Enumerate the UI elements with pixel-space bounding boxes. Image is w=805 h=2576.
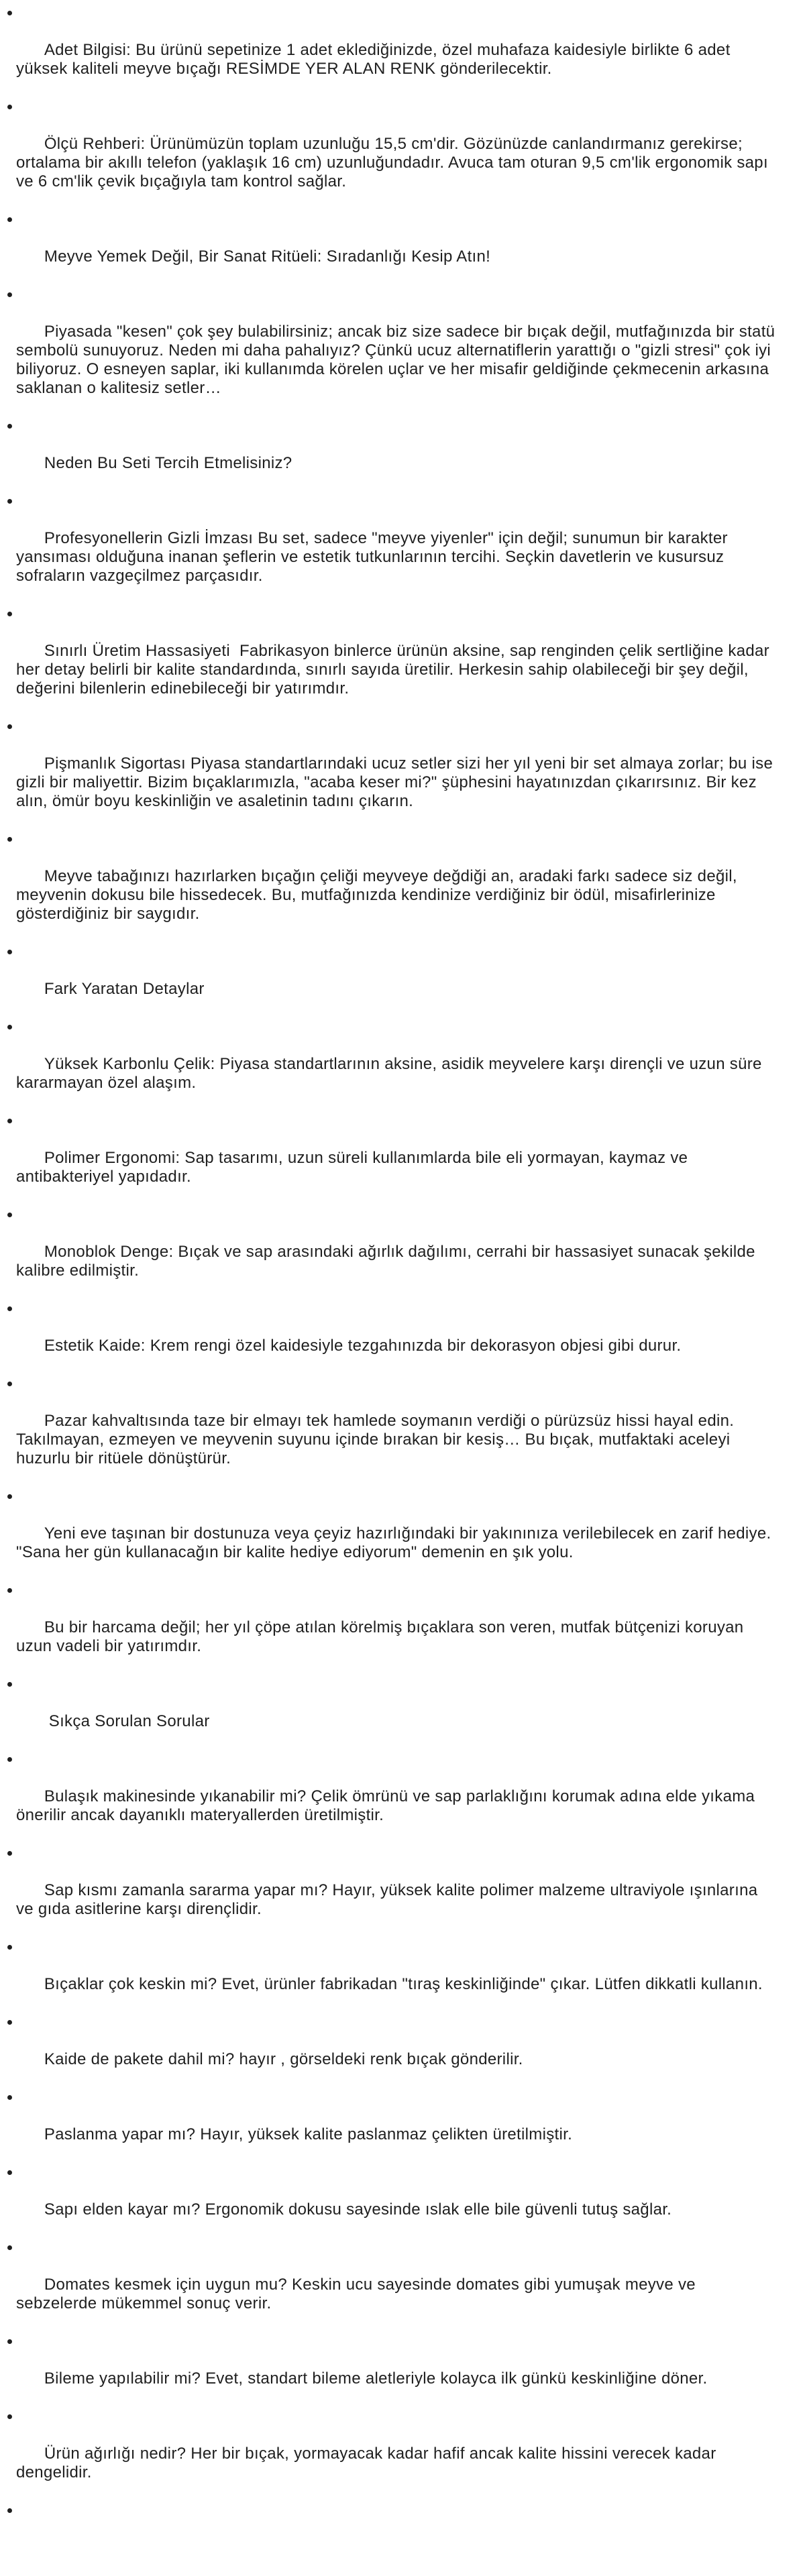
list-item [0,1581,780,1675]
list-item-text: Pişmanlık Sigortası Piyasa standartlarındaki ucuz setler sizi her yıl yeni bir set almaya zorlar; bu ise gizli bir maliyettir. Bizim bıçaklarımızla, "acaba keser mi?" şüphesini hayatınızdan çıkarırsınız. Bir kez alın, ömür boyu keskinliğin ve asaletinin tadını çıkarın. [16,754,778,810]
list-item [0,3,780,97]
bullet-icon [7,1945,12,1950]
list-item [0,97,780,210]
bullet-icon [7,2020,12,2025]
list-item [0,285,780,416]
bullet-icon [7,612,12,616]
list-item-text: Monoblok Denge: Bıçak ve sap arasındaki ağırlık dağılımı, cerrahi bir hassasiyet sunacak şekilde kalibre edilmiştir. [16,1243,760,1280]
list-item [0,942,780,1017]
list-item-text: Sınırlı Üretim Hassasiyeti Fabrikasyon binlerce ürünün aksine, sap renginden çelik sertliğine kadar her detay belirli bir kalite standardında, sınırlı sayıda üretilir. Herkesin sahip olabileceği bir şey değil, değerini bilenlerin edinebileceği bir yatırımdır. [16,642,774,697]
list-item [0,2238,780,2332]
list-item [0,2501,780,2576]
list-item [0,1487,780,1581]
bullet-icon [7,1213,12,1217]
bullet-icon [7,2508,12,2513]
list-item-text: Polimer Ergonomi: Sap tasarımı, uzun süreli kullanımlarda bile eli yormayan, kaymaz ve antibakteriyel yapıdadır. [16,1149,693,1186]
bullet-icon [7,2170,12,2175]
list-item [0,1938,780,2013]
list-item [0,2088,780,2163]
bullet-icon [7,837,12,842]
list-item-text: Meyve tabağınızı hazırlarken bıçağın çeliği meyveye değdiği an, aradaki farkı sadece siz değil, meyvenin dokusu bile hissedecek. Bu, mutfağınızda kendinize verdiğiniz bir ödül, misafirlerinize gösterdiğiniz bir saygıdır. [16,867,742,923]
list-item-text: Neden Bu Seti Tercih Etmelisiniz? [44,454,292,472]
bullet-icon [7,1119,12,1123]
bullet-icon [7,424,12,429]
bullet-icon [7,499,12,504]
list-item-text: Pazar kahvaltısında taze bir elmayı tek hamlede soymanın verdiği o pürüzsüz hissi hayal edin. Takılmayan, ezmeyen ve meyvenin suyunu içinde bırakan bir kesiş… Bu bıçak, mutfaktaki aceleyi huzurlu bir ritüele dönüştürür. [16,1412,739,1467]
list-item-text: Estetik Kaide: Krem rengi özel kaidesiyle tezgahınızda bir dekorasyon objesi gibi durur. [44,1337,682,1355]
bullet-icon [7,1494,12,1499]
bullet-icon [7,2414,12,2419]
bullet-icon [7,724,12,729]
list-item [0,2332,780,2407]
bullet-icon [7,105,12,109]
bullet-icon [7,2095,12,2100]
list-item-text: Sap kısmı zamanla sararma yapar mı? Hayır, yüksek kalite polimer malzeme ultraviyole ışınlarına ve gıda asitlerine karşı dirençlidir. [16,1881,763,1918]
list-item [0,2163,780,2238]
list-item-text: Yeni eve taşınan bir dostunuza veya çeyiz hazırlığındaki bir yakınınıza verilebilecek en zarif hediye. "Sana her gün kullanacağın bir kalite hediye ediyorum" demenin en şık yolu. [16,1524,776,1561]
bullet-icon [7,11,12,15]
list-item-text: Ürün ağırlığı nedir? Her bir bıçak, yormayacak kadar hafif ancak kalite hissini verecek kadar dengelidir. [16,2445,721,2481]
list-item [0,1750,780,1844]
list-item-text: Fark Yaratan Detaylar [44,980,205,998]
list-item [0,717,780,830]
list-item-text: Adet Bilgisi: Bu ürünü sepetinize 1 adet eklediğinizde, özel muhafaza kaidesiyle birlikte 6 adet yüksek kaliteli meyve bıçağı RESİMDE YER ALAN RENK gönderilecektir. [16,41,735,78]
bullet-icon [7,1757,12,1762]
list-item-text: Bıçaklar çok keskin mi? Evet, ürünler fabrikadan "tıraş keskinliğinde" çıkar. Lütfen dikkatli kullanın. [44,1975,763,1993]
list-item-text: Bulaşık makinesinde yıkanabilir mi? Çelik ömrünü ve sap parlaklığını korumak adına elde yıkama önerilir ancak dayanıklı materyallerden üretilmiştir. [16,1787,760,1824]
list-item-text: Profesyonellerin Gizli İmzası Bu set, sadece "meyve yiyenler" için değil; sunumun bir karakter yansıması olduğuna inanan şeflerin ve estetik tutkunlarının tercihi. Seçkin davetlerin ve kusursuz sofraların vazgeçilmez parçasıdır. [16,529,733,585]
bullet-icon [7,292,12,297]
list-item [0,830,780,942]
list-item [0,492,780,604]
list-item [0,416,780,492]
list-item-text: Sıkça Sorulan Sorular [44,1712,210,1730]
bullet-icon [7,1306,12,1311]
bullet-icon [7,1382,12,1386]
list-item-text: Kaide de pakete dahil mi? hayır , görseldeki renk bıçak gönderilir. [44,2050,523,2068]
list-item [0,1017,780,1111]
bullet-icon [7,950,12,954]
list-item [0,1675,780,1750]
list-item [0,1205,780,1299]
list-item [0,210,780,285]
bullet-icon [7,217,12,222]
list-item [0,2013,780,2088]
bullet-icon [7,1588,12,1593]
list-item [0,1374,780,1487]
list-item-text: Piyasada "kesen" çok şey bulabilirsiniz; ancak biz size sadece bir bıçak değil, mutfağınızda bir statü sembolü sunuyoruz. Neden mi daha pahalıyız? Çünkü ucuz alternatiflerin yarattığı o "gizli stresi" çok iyi biliyoruz. O esneyen saplar, iki kullanımda körelen uçlar ve her misafir geldiğinde çekmecenin arkasına saklanan o kalitesiz setler… [16,323,780,397]
bullet-icon [7,1851,12,1856]
list-item-text: Yüksek Karbonlu Çelik: Piyasa standartlarının aksine, asidik meyvelere karşı dirençli ve uzun süre kararmayan özel alaşım. [16,1055,767,1092]
bullet-icon [7,1025,12,1029]
list-item [0,1299,780,1374]
list-item-text: Bu bir harcama değil; her yıl çöpe atılan körelmiş bıçaklara son veren, mutfak bütçenizi koruyan uzun vadeli bir yatırımdır. [16,1618,749,1655]
list-item-text: Paslanma yapar mı? Hayır, yüksek kalite paslanmaz çelikten üretilmiştir. [44,2125,573,2143]
bullet-icon [7,1682,12,1687]
list-item-text: Meyve Yemek Değil, Bir Sanat Ritüeli: Sıradanlığı Kesip Atın! [44,247,491,266]
list-item-text: Domates kesmek için uygun mu? Keskin ucu sayesinde domates gibi yumuşak meyve ve sebzelerde mükemmel sonuç verir. [16,2276,700,2312]
list-item-text: Ölçü Rehberi: Ürünümüzün toplam uzunluğu 15,5 cm'dir. Gözünüzde canlandırmanız gerekirse; ortalama bir akıllı telefon (yaklaşık 16 cm) uzunluğundadır. Avuca tam oturan 9,5 cm'lik ergonomik sapı ve 6 cm'lik çevik bıçağıyla tam kontrol sağlar. [16,135,773,190]
list-item [0,1111,780,1205]
list-item [0,2407,780,2501]
list-item-text: Sapı elden kayar mı? Ergonomik dokusu sayesinde ıslak elle bile güvenli tutuş sağlar. [44,2200,672,2219]
bullet-icon [7,2245,12,2250]
list-item [0,604,780,717]
bullet-icon [7,2339,12,2344]
list-item-text: Bileme yapılabilir mi? Evet, standart bileme aletleriyle kolayca ilk günkü keskinliğine döner. [44,2369,708,2388]
list-item [0,1844,780,1938]
